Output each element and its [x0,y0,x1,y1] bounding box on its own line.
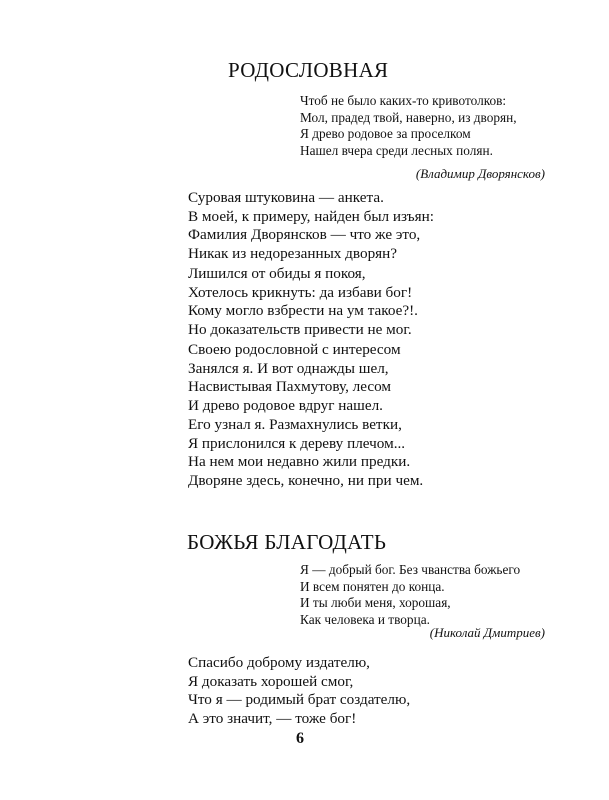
verse-line: Занялся я. И вот однажды шел, [188,359,389,377]
epigraph-line: И ты люби меня, хорошая, [300,595,451,611]
epigraph-line: Нашел вчера среди лесных полян. [300,142,493,158]
verse-line: Никак из недорезанных дворян? [188,244,398,262]
verse-line: Я доказать хорошей смог, [188,672,354,690]
verse-line: Суровая штуковина — анкета. [188,189,384,206]
verse-line: На нем мои недавно жили предки. [188,453,411,470]
verse-line: Фамилия Дворянсков — что же это, [188,226,421,243]
verse-line: Что я — родимый брат создателю, [188,691,411,708]
verse-line: Спасибо доброму издателю, [188,654,370,671]
verse-line: В моей, к примеру, найден был изъян: [188,207,434,225]
verse-line: Насвистывая Пахмутову, лесом [188,378,392,395]
stanza [188,416,423,490]
epigraph-line: Как человека и творца. [300,611,430,627]
stanza [188,265,418,339]
stanza [188,654,410,728]
verse-line: Хотелось крикнуть: да избави бог! [188,283,413,301]
epigraph [300,562,520,628]
verse-line: Его узнал я. Размахнулись ветки, [188,416,402,433]
epigraph-line: Я древо родовое за проселком [300,126,471,142]
verse-line: И древо родовое вдруг нашел. [188,396,383,414]
verse-line: Я прислонился к дереву плечом... [188,434,406,452]
epigraph-line: И всем понятен до конца. [300,578,445,594]
verse-line: Но доказательств привести не мог. [188,320,412,338]
verse-line: Дворяне здесь, конечно, ни при чем. [188,471,424,489]
epigraph-attribution: (Владимир Дворянсков) [415,166,545,181]
page-number: 6 [296,730,304,747]
epigraph [300,93,517,159]
epigraph-line: Мол, прадед твой, наверно, из дворян, [300,109,517,125]
verse-line: Своею родословной с интересом [188,341,401,358]
stanza [188,341,401,415]
poem-title: БОЖЬЯ БЛАГОДАТЬ [187,530,387,554]
verse-line: А это значит, — тоже бог! [188,709,357,727]
epigraph-attribution: (Николай Дмитриев) [429,625,545,640]
verse-line: Лишился от обиды я покоя, [188,265,366,282]
epigraph-line: Я — добрый бог. Без чванства божьего [300,562,521,577]
poem-title: РОДОСЛОВНАЯ [228,58,389,82]
stanza [188,189,434,263]
epigraph-line: Чтоб не было каких-то кривотолков: [300,93,507,108]
verse-line: Кому могло взбрести на ум такое?!. [188,302,418,319]
